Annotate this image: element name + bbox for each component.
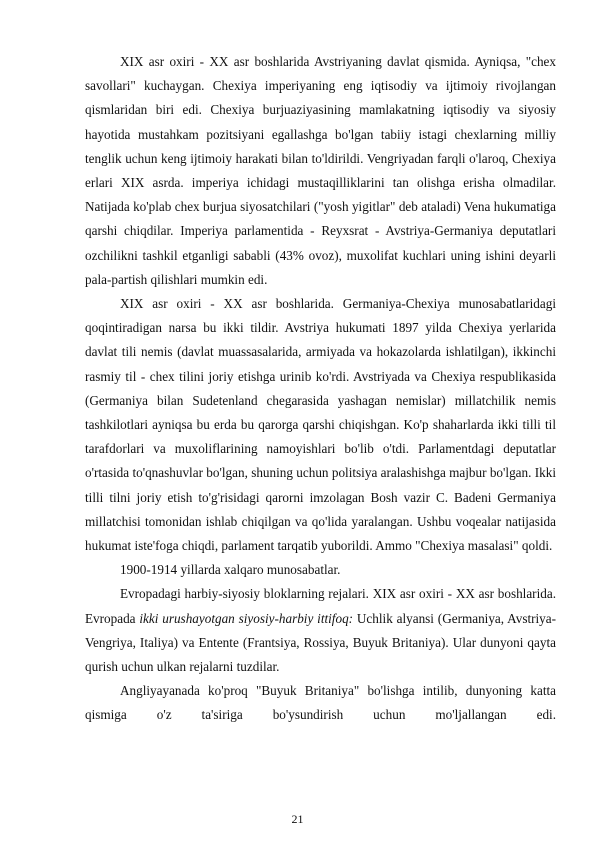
- paragraph-germaniya-chexiya: XIX asr oxiri - XX asr boshlarida. Germaniya-Chexiya munosabatlaridagi qoqintiradigan narsa bu ikki tildir. Avstriya hukumati 1897 yilda Chexiya yerlarida davlat tili nemis (davlat muassasalarida, armiyada va hokazolarda ishlatilgan), ikkinchi rasmiy til - chex tilini joriy etishga urinib ko'rdi. Avstriyada va Chexiya respublikasida (Germaniya bilan Sudetenland chegarasida yashagan nemislar) millatchilik nemis tashkilotlari ayniqsa bu erda bu qarorga qarshi chiqishgan. Ko'p shaharlarda ikki tilli til tarafdorlari va muxoliflarining namoyishlari bo'lib o'tdi. Parlamentdagi deputatlar o'rtasida to'qnashuvlar bo'lgan, shuning uchun politsiya aralashishga majbur bo'lgan. Ikki tilli tilni joriy etish to'g'risidagi qarorni imzolagan Bosh vazir C. Badeni Germaniya millatchisi tomonidan ishlab chiqilgan va qo'lida yaralangan. Ushbu voqealar natijasida hukumat iste'foga chiqdi, parlament tarqatib yuborildi. Ammo "Chexiya masalasi" qoldi.: [85, 296, 556, 554]
- italic-phrase: ikki urushayotgan siyosiy-harbiy ittifoq:: [139, 610, 354, 626]
- section-heading-xalqaro-munosabatlar: 1900-1914 yillarda xalqaro munosabatlar.: [120, 562, 341, 578]
- page-number: 21: [291, 812, 304, 826]
- paragraph-harbiy-bloklar: [85, 582, 556, 679]
- paragraph-text-after: Uchlik alyansi (Germaniya, Avstriya-Vengriya, Italiya) va Entente (Frantsiya, Rossiya, Buyuk Britaniya). Ular dunyoni qayta qurish uchun ulkan rejalarni tuzdilar.: [85, 610, 557, 675]
- paragraph-buyuk-britaniya: Angliyayanada ko'proq "Buyuk Britaniya" bo'lishga intilib, dunyoning katta qismiga o'z ta'siriga bo'ysundirish uchun mo'ljallangan edi.: [85, 683, 556, 723]
- paragraph-chex-savollari: XIX asr oxiri - XX asr boshlarida Avstriyaning davlat qismida. Ayniqsa, "chex savollari" kuchaygan. Chexiya imperiyaning eng iqtisodiy va ijtimoiy rivojlangan qismlaridan biri edi. Chexiya burjuaziyasining mamlakatning iqtisodiy va siyosiy hayotida mustahkam pozitsiyani egallashga bo'lgan tabiiy istagi chexlarning milliy tenglik uchun keng ijtimoiy harakati bilan to'ldirildi. Vengriyadan farqli o'laroq, Chexiya erlari XIX asrda. imperiya ichidagi mustaqilliklarini tan olishga erisha olmadilar. Natijada ko'plab chex burjua siyosatchilari ("yosh yigitlar" deb ataladi) Vena hukumatiga qarshi chiqdilar. Imperiya parlamentida - Reyxsrat - Avstriya-Germaniya deputatlari ozchilikni tashkil etganligi sababli (43% ovoz), muxolifat kuchlari uning ishini deyarli pala-partish qilishlari mumkin edi.: [85, 54, 556, 287]
- document-page: [85, 50, 556, 728]
- paragraph-text-before: Evropadagi harbiy-siyosiy bloklarning rejalari. XIX asr oxiri - XX asr boshlarida. Evropada: [85, 586, 556, 626]
